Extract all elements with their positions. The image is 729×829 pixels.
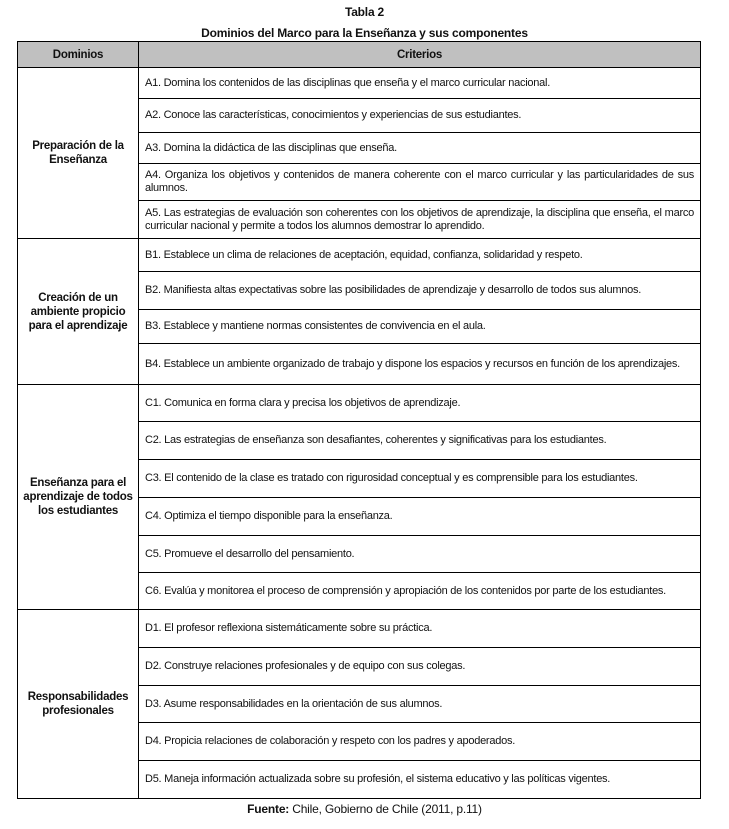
criterion-cell: B4. Establece un ambiente organizado de trabajo y dispone los espacios y recursos en función de los aprendizajes.	[139, 344, 701, 385]
criterion-cell: C4. Optimiza el tiempo disponible para la enseñanza.	[139, 498, 701, 536]
table-row	[18, 68, 701, 99]
source-footer	[0, 802, 729, 816]
criterion-cell: D4. Propicia relaciones de colaboración y respeto con los padres y apoderados.	[139, 723, 701, 761]
criterion-cell: A5. Las estrategias de evaluación son coherentes con los objetivos de aprendizaje, la disciplina que enseña, el marco curricular nacional y permite a todos los alumnos demostrar lo aprendido.	[139, 201, 701, 239]
criterion-cell: A2. Conoce las características, conocimientos y experiencias de sus estudiantes.	[139, 99, 701, 133]
domain-cell: Creación de un ambiente propicio para el aprendizaje	[18, 239, 139, 385]
criterion-cell: A4. Organiza los objetivos y contenidos de manera coherente con el marco curricular y las particularidades de sus alumnos.	[139, 164, 701, 201]
criterion-cell: D3. Asume responsabilidades en la orientación de sus alumnos.	[139, 686, 701, 723]
criterion-cell: C6. Evalúa y monitorea el proceso de comprensión y apropiación de los contenidos por parte de los estudiantes.	[139, 573, 701, 610]
table-number: Tabla 2	[344, 5, 385, 19]
table-title: Dominios del Marco para la Enseñanza y sus componentes	[201, 26, 528, 40]
criterion-cell: D5. Maneja información actualizada sobre su profesión, el sistema educativo y las políticas vigentes.	[139, 761, 701, 799]
criterion-cell: B2. Manifiesta altas expectativas sobre las posibilidades de aprendizaje y desarrollo de todos sus alumnos.	[139, 272, 701, 310]
criterion-cell: B3. Establece y mantiene normas consistentes de convivencia en el aula.	[139, 310, 701, 344]
domains-table	[17, 41, 701, 799]
header-row	[18, 42, 701, 68]
source-text: Chile, Gobierno de Chile (2011, p.11)	[289, 802, 482, 816]
table-row	[18, 239, 701, 272]
domain-cell: Enseñanza para el aprendizaje de todos los estudiantes	[18, 385, 139, 610]
criterion-cell: C2. Las estrategias de enseñanza son desafiantes, coherentes y significativas para los estudiantes.	[139, 422, 701, 460]
criterion-cell: D2. Construye relaciones profesionales y de equipo con sus colegas.	[139, 648, 701, 686]
criterion-cell: A1. Domina los contenidos de las disciplinas que enseña y el marco curricular nacional.	[139, 68, 701, 99]
source-label: Fuente:	[247, 802, 290, 816]
header-criterios: Criterios	[139, 42, 701, 68]
criterion-cell: C3. El contenido de la clase es tratado con rigurosidad conceptual y es comprensible para los estudiantes.	[139, 460, 701, 498]
header-dominios: Dominios	[18, 42, 139, 68]
table-row	[18, 385, 701, 422]
criterion-cell: D1. El profesor reflexiona sistemáticamente sobre su práctica.	[139, 610, 701, 648]
criterion-cell: C5. Promueve el desarrollo del pensamiento.	[139, 536, 701, 573]
criterion-cell: A3. Domina la didáctica de las disciplinas que enseña.	[139, 133, 701, 164]
criterion-cell: B1. Establece un clima de relaciones de aceptación, equidad, confianza, solidaridad y respeto.	[139, 239, 701, 272]
domain-cell: Responsabilidades profesionales	[18, 610, 139, 799]
criterion-cell: C1. Comunica en forma clara y precisa los objetivos de aprendizaje.	[139, 385, 701, 422]
domain-cell: Preparación de la Enseñanza	[18, 68, 139, 239]
table-row	[18, 610, 701, 648]
